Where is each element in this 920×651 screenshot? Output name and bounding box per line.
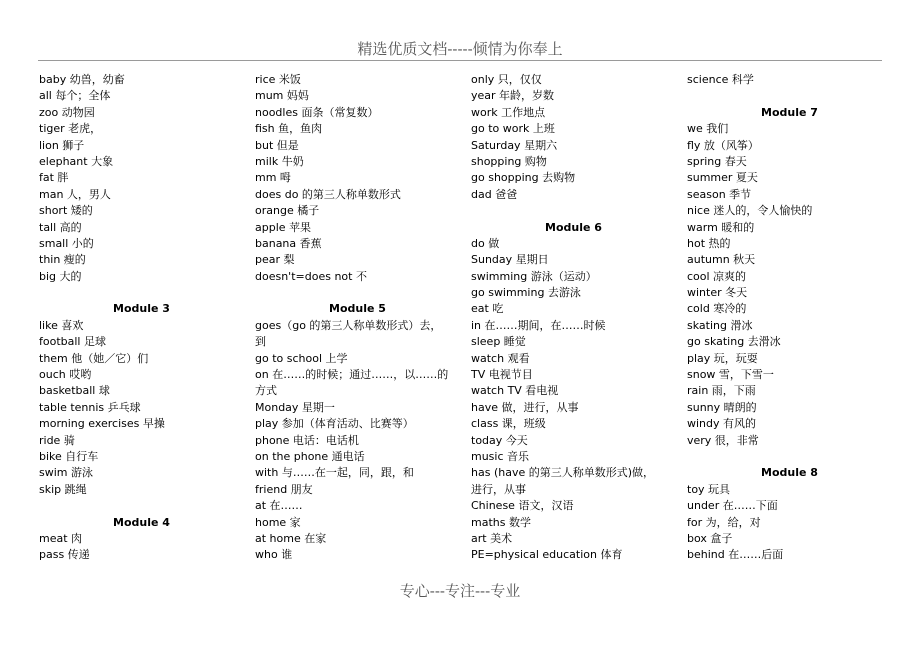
vocab-entry: shopping 购物 [471, 154, 547, 168]
vocab-entry: behind 在……后面 [687, 548, 784, 562]
vocab-entry: nice 迷人的，令人愉快的 [687, 204, 813, 218]
page-header: 精选优质文档-----倾情为你奉上 [357, 40, 563, 58]
vocab-entry: on 在……的时候；通过……，以……的 [255, 368, 449, 382]
blank-line [687, 88, 892, 104]
vocab-entry: warm 暖和的 [687, 220, 755, 234]
vocab-entry: spring 春天 [687, 154, 747, 168]
vocab-entry: at home 在家 [255, 531, 327, 545]
vocab-entry: windy 有风的 [687, 417, 757, 431]
vocab-entry: skating 滑冰 [687, 318, 753, 332]
vocab-entry: play 参加（体育活动、比赛等） [255, 417, 414, 431]
vocab-entry: fish 鱼，鱼肉 [255, 122, 323, 136]
vocab-entry: hot 热的 [687, 236, 731, 250]
vocab-entry: go shopping 去购物 [471, 171, 576, 185]
vocab-entry: on the phone 通电话 [255, 449, 365, 463]
vocab-entry: tall 高的 [39, 220, 82, 234]
vocab-entry: go to school 上学 [255, 351, 348, 365]
vocab-entry: like 喜欢 [39, 318, 84, 332]
blank-line [39, 285, 244, 301]
vocab-entry: zoo 动物园 [39, 105, 95, 119]
vocab-entry: banana 香蕉 [255, 236, 322, 250]
vocab-column-2 [255, 72, 460, 564]
vocab-entry: under 在……下面 [687, 499, 778, 513]
vocab-entry: season 季节 [687, 187, 752, 201]
module-heading: Module 3 [113, 302, 170, 316]
vocab-entry: snow 雪，下雪一 [687, 368, 774, 382]
vocab-entry: lion 狮子 [39, 138, 85, 152]
vocab-entry: doesn't=does not 不 [255, 269, 367, 283]
vocab-entry: very 很，非常 [687, 433, 759, 447]
vocab-entry: pear 梨 [255, 253, 295, 267]
vocab-entry: Sunday 星期日 [471, 253, 549, 267]
vocab-entry: swimming 游泳（运动） [471, 269, 597, 283]
vocab-entry: bike 自行车 [39, 449, 99, 463]
vocab-entry: toy 玩具 [687, 482, 731, 496]
vocab-entry: go swimming 去游泳 [471, 286, 581, 300]
vocab-entry: pass 传递 [39, 548, 90, 562]
vocab-entry: big 大的 [39, 269, 82, 283]
vocab-entry: 到 [255, 335, 266, 349]
vocab-entry: have 做，进行，从事 [471, 400, 579, 414]
vocab-column-4 [687, 72, 892, 564]
vocab-entry: meat 肉 [39, 531, 83, 545]
blank-line [255, 285, 460, 301]
vocab-entry: watch TV 看电视 [471, 384, 559, 398]
vocab-entry: noodles 面条（常复数） [255, 105, 379, 119]
vocab-entry: all 每个；全体 [39, 89, 111, 103]
page-footer: 专心---专注---专业 [399, 582, 521, 600]
vocab-entry: winter 冬天 [687, 286, 748, 300]
vocab-entry: sleep 睡觉 [471, 335, 526, 349]
vocab-entry: friend 朋友 [255, 482, 313, 496]
vocab-entry: go skating 去滑冰 [687, 335, 781, 349]
vocab-entry: morning exercises 早操 [39, 417, 165, 431]
vocab-entry: in 在……期间，在……时候 [471, 318, 606, 332]
vocab-entry: rain 雨，下雨 [687, 384, 756, 398]
vocab-entry: TV 电视节目 [471, 368, 533, 382]
vocab-entry: but 但是 [255, 138, 299, 152]
vocab-entry: class 课，班级 [471, 417, 546, 431]
vocab-entry: rice 米饭 [255, 73, 301, 86]
vocab-entry: sunny 晴朗的 [687, 400, 757, 414]
vocab-entry: Chinese 语文，汉语 [471, 499, 574, 513]
vocab-entry: basketball 球 [39, 384, 110, 398]
vocab-entry: for 为，给，对 [687, 515, 761, 529]
vocab-entry: fat 胖 [39, 171, 69, 185]
vocab-entry: at 在…… [255, 499, 303, 513]
vocab-entry: 进行，从事 [471, 482, 526, 496]
vocab-entry: science 科学 [687, 73, 754, 86]
vocab-entry: autumn 秋天 [687, 253, 756, 267]
vocab-entry: cold 寒冷的 [687, 302, 747, 316]
vocab-entry: elephant 大象 [39, 154, 114, 168]
vocab-entry: does do 的第三人称单数形式 [255, 187, 401, 201]
header-divider [38, 60, 882, 61]
vocab-entry: them 他（她／它）们 [39, 351, 149, 365]
vocab-entry: we 我们 [687, 122, 729, 136]
vocab-entry: orange 橘子 [255, 204, 320, 218]
module-heading: Module 7 [761, 105, 818, 119]
vocab-entry: work 工作地点 [471, 105, 546, 119]
blank-line [687, 449, 892, 465]
vocab-entry: man 人，男人 [39, 187, 111, 201]
vocab-entry: do 做 [471, 236, 500, 250]
vocab-entry: home 家 [255, 515, 301, 529]
vocab-entry: year 年龄，岁数 [471, 89, 555, 103]
blank-line [471, 203, 676, 219]
vocab-entry: watch 观看 [471, 351, 530, 365]
vocab-entry: Saturday 星期六 [471, 138, 558, 152]
vocab-entry: table tennis 乒乓球 [39, 400, 141, 414]
vocab-entry: football 足球 [39, 335, 106, 349]
vocab-entry: tiger 老虎， [39, 122, 102, 136]
vocab-entry: mm 呣 [255, 171, 291, 185]
module-heading: Module 8 [761, 466, 818, 480]
vocab-entry: swim 游泳 [39, 466, 93, 480]
blank-line [39, 498, 244, 514]
vocab-entry: mum 妈妈 [255, 89, 309, 103]
vocab-entry: short 矮的 [39, 204, 93, 218]
vocab-entry: apple 苹果 [255, 220, 312, 234]
vocab-entry: today 今天 [471, 433, 528, 447]
vocab-column-3 [471, 72, 676, 564]
vocab-entry: has (have 的第三人称单数形式)做， [471, 466, 655, 480]
module-heading: Module 6 [545, 220, 602, 234]
module-heading: Module 4 [113, 515, 170, 529]
vocab-entry: go to work 上班 [471, 122, 555, 136]
vocab-entry: play 玩，玩耍 [687, 351, 758, 365]
vocab-entry: summer 夏天 [687, 171, 758, 185]
vocab-entry: skip 跳绳 [39, 482, 87, 496]
vocab-entry: baby 幼兽，幼畜 [39, 73, 125, 86]
vocab-entry: who 谁 [255, 548, 293, 562]
vocab-entry: ouch 哎哟 [39, 368, 92, 382]
vocab-entry: Monday 星期一 [255, 400, 335, 414]
vocab-entry: 方式 [255, 384, 277, 398]
vocab-entry: thin 瘦的 [39, 253, 86, 267]
vocab-entry: fly 放（风筝） [687, 138, 759, 152]
vocab-entry: maths 数学 [471, 515, 531, 529]
vocab-entry: only 只，仅仅 [471, 73, 542, 86]
vocab-entry: box 盒子 [687, 531, 733, 545]
vocab-column-1 [39, 72, 244, 564]
module-heading: Module 5 [329, 302, 386, 316]
vocab-entry: art 美术 [471, 531, 513, 545]
vocab-entry: goes（go 的第三人称单数形式）去， [255, 318, 442, 332]
vocab-entry: dad 爸爸 [471, 187, 518, 201]
vocab-entry: with 与……在一起，同，跟，和 [255, 466, 414, 480]
vocab-entry: music 音乐 [471, 449, 530, 463]
vocab-entry: ride 骑 [39, 433, 75, 447]
vocab-entry: milk 牛奶 [255, 154, 304, 168]
vocab-entry: cool 凉爽的 [687, 269, 747, 283]
vocab-entry: phone 电话：电话机 [255, 433, 359, 447]
vocab-entry: PE=physical education 体育 [471, 548, 623, 562]
vocab-entry: eat 吃 [471, 302, 504, 316]
vocab-entry: small 小的 [39, 236, 94, 250]
